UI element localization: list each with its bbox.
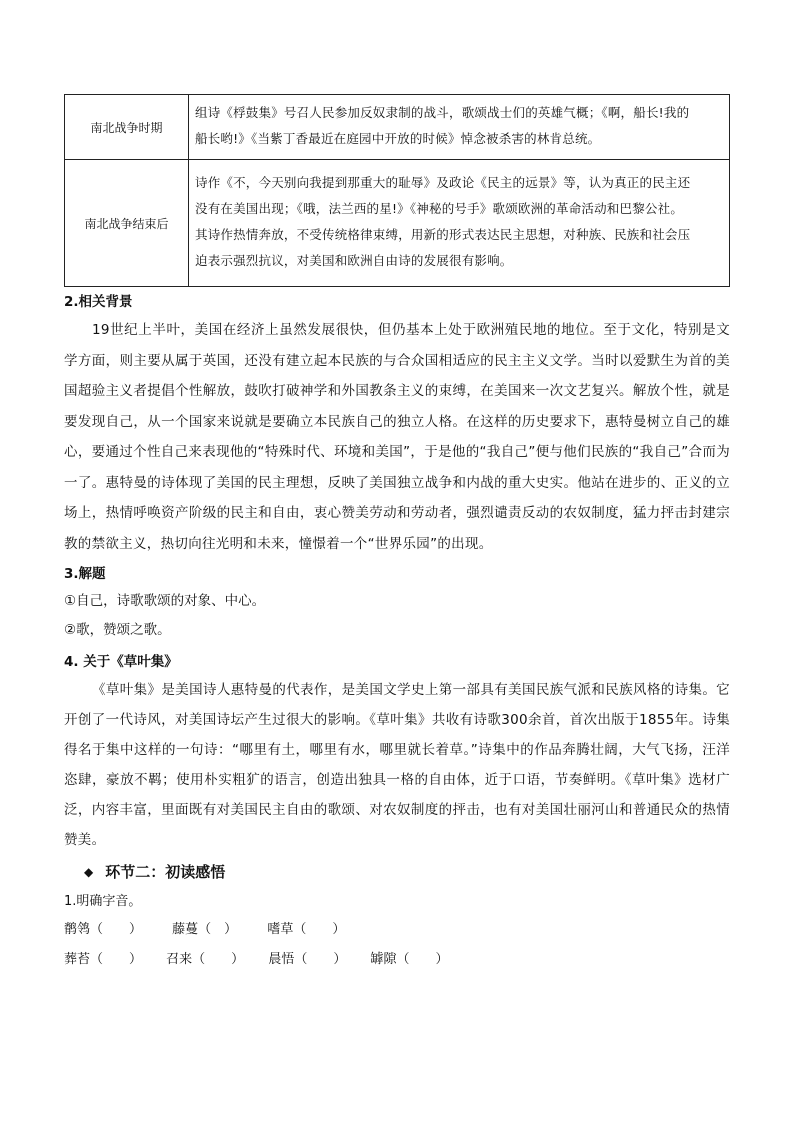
diamond-bullet-icon: ◆ xyxy=(84,865,94,879)
exercise-instruction: 1.明确字音。 xyxy=(64,894,142,909)
pronunciation-blank: 嗜草（ ） xyxy=(267,922,346,937)
description-line: 船长哟!》《当紫丁香最近在庭园中开放的时候》悼念被杀害的林肯总统。 xyxy=(195,131,601,146)
description-line: 迫表示强烈抗议，对美国和欧洲自由诗的发展很有影响。 xyxy=(195,253,513,268)
pronunciation-blank: 鹡鸰（ ） xyxy=(64,922,143,937)
explanation-item: ①自己，诗歌歌颂的对象、中心。 xyxy=(64,593,266,609)
description-line: 其诗作热情奔放，不受传统格律束缚，用新的形式表达民主思想，对种族、民族和社会压 xyxy=(195,227,691,242)
explanation-item: ②歌，赞颂之歌。 xyxy=(64,622,171,638)
section-title-text: 环节二：初读感悟 xyxy=(105,863,226,881)
pronunciation-blank: 晨悟（ ） xyxy=(268,952,347,967)
pronunciation-row xyxy=(64,945,730,975)
table-row xyxy=(65,160,730,287)
document-page xyxy=(64,94,730,975)
description-line: 没有在美国出现；《哦，法兰西的星!》《神秘的号手》歌颂欧洲的革命活动和巴黎公社。 xyxy=(195,201,684,216)
description-line: 组诗《桴鼓集》号召人民参加反奴隶制的战斗，歌颂战士们的英雄气概；《啊，船长!我的 xyxy=(195,105,690,120)
section-title-stage-two xyxy=(84,857,730,887)
period-description xyxy=(189,160,730,287)
pronunciation-row xyxy=(64,915,730,945)
pronunciation-blank: 葬苔（ ） xyxy=(64,952,143,967)
leaves-of-grass-paragraph: 《草叶集》是美国诗人惠特曼的代表作，是美国文学史上第一部具有美国民族气派和民族风格的诗集。它开创了一代诗风，对美国诗坛产生过很大的影响。《草叶集》共收有诗歌300余首，首次出版于1855年。诗集得名于集中这样的一句诗：“哪里有土，哪里有水，哪里就长着草。”诗集中的作品奔腾壮阔，大气飞扬，汪洋恣肆，豪放不羁；使用朴实粗犷的语言，创造出独具一格的自由体，近于口语，节奏鲜明。《草叶集》选材广泛，内容丰富，里面既有对美国民主自由的歌颂、对农奴制度的抨击，也有对美国壮丽河山和普通民众的热情赞美。 xyxy=(64,682,730,848)
description-line: 诗作《不，今天别向我提到那重大的耻辱》及政论《民主的远景》等，认为真正的民主还 xyxy=(195,175,691,190)
period-label: 南北战争结束后 xyxy=(65,160,189,287)
section-heading-background: 2.相关背景 xyxy=(64,294,133,310)
section-heading-leaves-of-grass: 4. 关于《草叶集》 xyxy=(64,654,178,670)
pronunciation-blank: 罅隙（ ） xyxy=(370,952,449,967)
pronunciation-blank: 藤蔓（ ） xyxy=(172,922,238,937)
period-description xyxy=(189,95,730,160)
section-heading-title-explanation: 3.解题 xyxy=(64,566,106,582)
table-row xyxy=(65,95,730,160)
pronunciation-blank: 召来（ ） xyxy=(166,952,245,967)
history-period-table xyxy=(64,94,730,287)
period-label: 南北战争时期 xyxy=(65,95,189,160)
background-paragraph: 19世纪上半叶，美国在经济上虽然发展很快，但仍基本上处于欧洲殖民地的地位。至于文化，特别是文学方面，则主要从属于英国，还没有建立起本民族的与合众国相适应的民主主义文学。当时以爱默生为首的美国超验主义者提倡个性解放，鼓吹打破神学和外国教条主义的束缚，在美国来一次文艺复兴。解放个性，就是要发现自己，从一个国家来说就是要确立本民族自己的独立人格。在这样的历史要求下，惠特曼树立自己的雄心，要通过个性自己来表现他的“特殊时代、环境和美国”，于是他的“我自己”便与他们民族的“我自己”合而为一了。惠特曼的诗体现了美国的民主理想，反映了美国独立战争和内战的重大史实。他站在进步的、正义的立场上，热情呼唤资产阶级的民主和自由，衷心赞美劳动和劳动者，强烈谴责反动的农奴制度，猛力抨击封建宗教的禁欲主义，热切向往光明和未来，憧憬着一个“世界乐园”的出现。 xyxy=(64,322,730,552)
